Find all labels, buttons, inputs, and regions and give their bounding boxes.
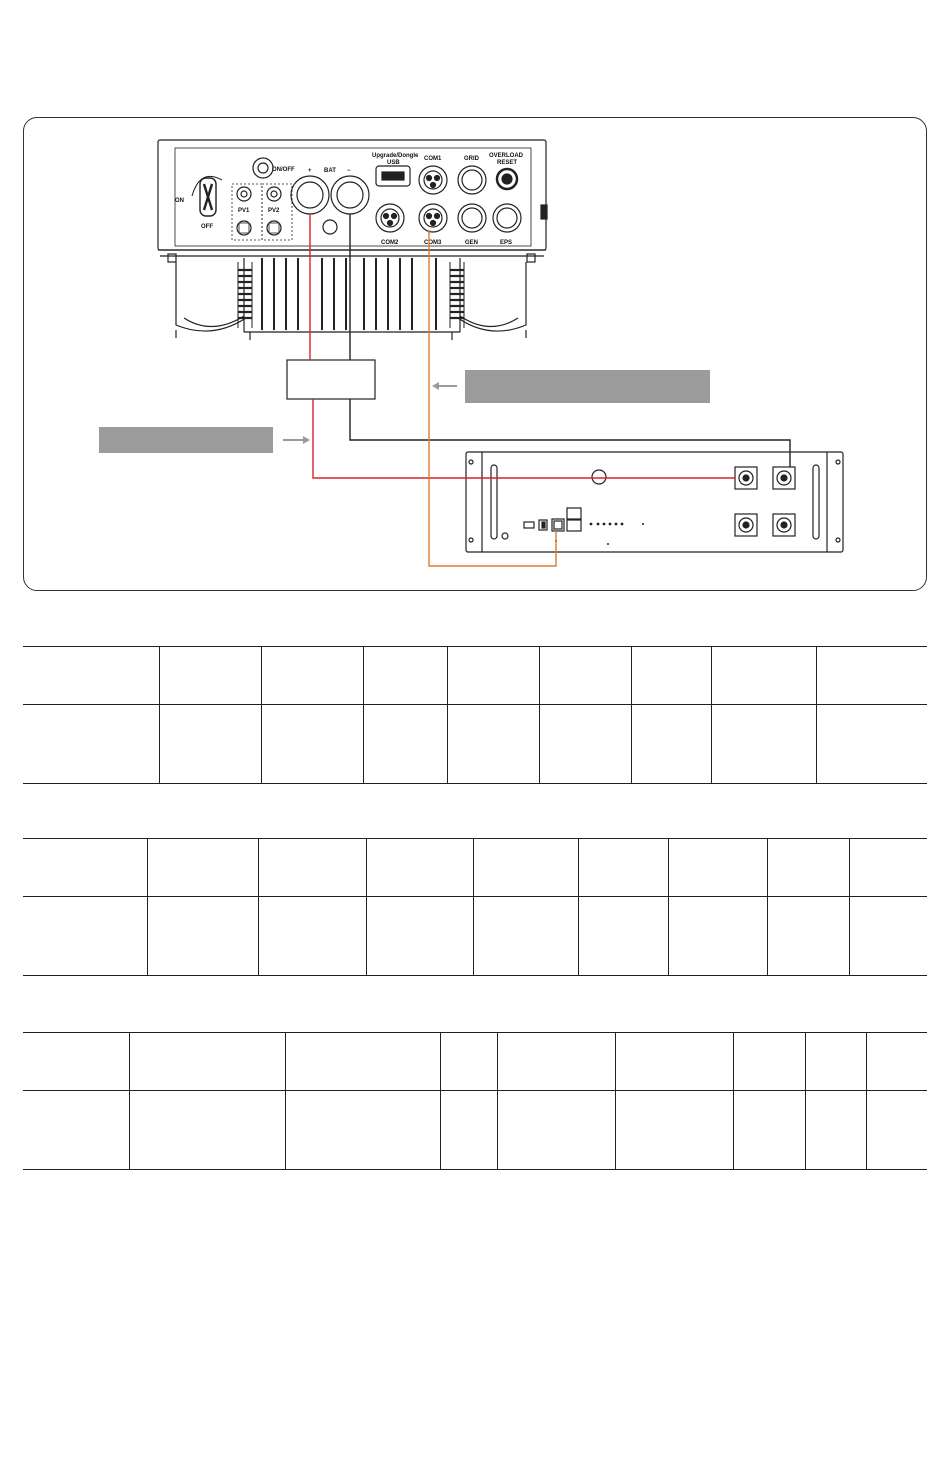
table-header-cell — [363, 647, 447, 705]
table-1 — [23, 646, 927, 784]
table-header-cell — [366, 839, 473, 897]
arrow-right-icon — [303, 436, 310, 444]
table-header-cell — [285, 1033, 440, 1091]
battery-terminal-positive-1 — [735, 467, 757, 489]
table-cell — [261, 705, 363, 784]
table-header-row — [23, 839, 927, 897]
table-cell — [578, 897, 668, 976]
table-header-cell — [147, 839, 258, 897]
table-cell — [147, 897, 258, 976]
table-header-cell — [866, 1033, 927, 1091]
table-header-cell — [539, 647, 631, 705]
table-cell — [440, 1091, 497, 1170]
table-header-cell — [23, 647, 159, 705]
table-cell — [129, 1091, 285, 1170]
table-header-cell — [258, 839, 366, 897]
table-cell — [473, 897, 578, 976]
table-header-cell — [440, 1033, 497, 1091]
table-header-cell — [805, 1033, 866, 1091]
table-cell — [668, 897, 767, 976]
com3-port — [419, 204, 447, 232]
table-cell — [631, 705, 711, 784]
table-header-cell — [711, 647, 816, 705]
com1-port — [419, 166, 447, 194]
table-row — [23, 705, 927, 784]
power-cable-callout — [99, 427, 310, 453]
com2-port — [376, 204, 404, 232]
wiring-diagram — [0, 0, 950, 600]
comm-cable-label-box — [465, 370, 710, 403]
table-header-cell — [23, 1033, 129, 1091]
heat-sink-fins — [262, 258, 436, 330]
battery-indicator-icon — [592, 470, 606, 484]
table-cell — [849, 897, 927, 976]
dc-breaker-box — [287, 360, 375, 399]
bat-label: BAT — [324, 168, 336, 174]
gen-label: GEN — [465, 240, 479, 246]
pv1-label: PV1 — [238, 208, 250, 214]
table-cell — [258, 897, 366, 976]
on-off-knob-icon — [253, 158, 273, 178]
table-cell — [366, 897, 473, 976]
table-cell — [23, 705, 159, 784]
table-header-cell — [578, 839, 668, 897]
table-header-cell — [668, 839, 767, 897]
battery-module — [466, 452, 843, 552]
overload-label: OVERLOAD — [489, 153, 524, 159]
table-cell — [866, 1091, 927, 1170]
table-header-cell — [615, 1033, 733, 1091]
table-row — [23, 1091, 927, 1170]
table-cell — [539, 705, 631, 784]
eps-label: EPS — [500, 240, 513, 246]
table-cell — [805, 1091, 866, 1170]
battery-terminal-positive-2 — [735, 514, 757, 536]
table-header-cell — [767, 839, 849, 897]
table-cell — [285, 1091, 440, 1170]
battery-terminal-negative-2 — [773, 514, 795, 536]
table-header-cell — [159, 647, 261, 705]
table-header-cell — [497, 1033, 615, 1091]
table-header-cell — [23, 839, 147, 897]
positive-power-cable-to-battery — [313, 399, 735, 478]
table-cell — [159, 705, 261, 784]
grid-label: GRID — [464, 156, 479, 162]
table-header-cell — [129, 1033, 285, 1091]
table-cell — [733, 1091, 805, 1170]
table-header-cell — [261, 647, 363, 705]
table-cell — [447, 705, 539, 784]
comm-cable-callout — [432, 370, 710, 403]
table-header-cell — [733, 1033, 805, 1091]
switch-on-label: ON — [175, 198, 184, 204]
negative-power-cable-to-battery — [350, 399, 790, 467]
on-off-label: ON/OFF — [272, 167, 295, 173]
table-header-cell — [631, 647, 711, 705]
table-header-cell — [849, 839, 927, 897]
inverter — [158, 140, 547, 340]
arrow-left-icon — [432, 382, 439, 390]
table-cell — [816, 705, 927, 784]
com3-label: COM3 — [424, 240, 442, 246]
table-header-row — [23, 1033, 927, 1091]
battery-terminal-negative-1 — [773, 467, 795, 489]
table-2 — [23, 838, 927, 976]
table-header-cell — [473, 839, 578, 897]
com2-label: COM2 — [381, 240, 399, 246]
table-cell — [363, 705, 447, 784]
upgrade-label: Upgrade/Dongle — [372, 153, 419, 159]
table-header-cell — [816, 647, 927, 705]
com1-label: COM1 — [424, 156, 442, 162]
dc-switch-icon — [192, 176, 222, 216]
table-row — [23, 897, 927, 976]
table-header-row — [23, 647, 927, 705]
table-cell — [23, 1091, 129, 1170]
table-cell — [615, 1091, 733, 1170]
bat-positive-label: + — [308, 168, 312, 174]
table-header-cell — [447, 647, 539, 705]
pv2-label: PV2 — [268, 208, 280, 214]
table-cell — [711, 705, 816, 784]
power-cable-label-box — [99, 427, 273, 453]
table-cell — [23, 897, 147, 976]
switch-off-label: OFF — [201, 224, 213, 230]
usb-label: USB — [387, 160, 400, 166]
table-cell — [767, 897, 849, 976]
bat-negative-label: − — [347, 168, 351, 174]
reset-label: RESET — [497, 160, 518, 166]
table-cell — [497, 1091, 615, 1170]
table-3 — [23, 1032, 927, 1170]
